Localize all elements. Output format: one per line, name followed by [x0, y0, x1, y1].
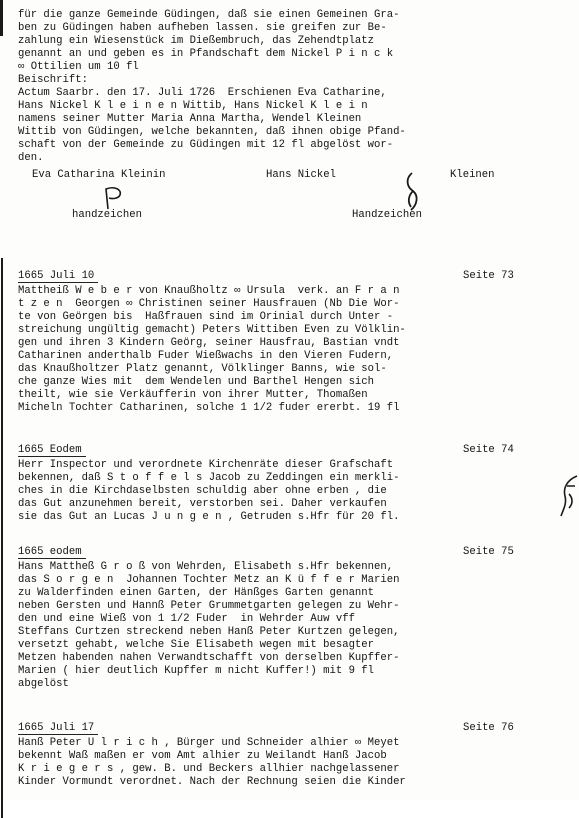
- entry-header: [18, 722, 558, 737]
- intro-line: ben zu Güdingen haben aufheben lassen. sie greifen zur Be-: [18, 22, 387, 34]
- signature-left: Eva Catharina Kleinin: [32, 169, 166, 181]
- entry-line: theilt, wie sie Verkäufferin von ihrer Mutter, Thomaßen: [18, 389, 368, 401]
- entry-line: Mattheiß W e b e r von Knaußholtz ∞ Ursula verk. an F r a n: [18, 285, 400, 297]
- entry-line: te von Geörgen bis Haßfrauen sind im Orinial durch Unter -: [18, 311, 394, 323]
- handzeichen-right-label: Handzeichen: [352, 209, 422, 221]
- beischrift-line: Actum Saarbr. den 17. Juli 1726 Erschienen Eva Catharine,: [18, 87, 387, 99]
- beischrift-line: schaft von der Gemeinde zu Güdingen mit 12 fl abgelöst wor-: [18, 139, 394, 151]
- entry-line: ches in die Kirchdaselbsten schuldig aber ohne erben , die: [18, 485, 387, 497]
- entry-date: 1665 eodem: [18, 546, 82, 558]
- entry-line: Hanß Peter U l r i c h , Bürger und Schneider alhier ∞ Meyet: [18, 737, 400, 749]
- entry-line: bekennt Waß maßen er vom Amt alhier zu Weilandt Hanß Jacob: [18, 750, 387, 762]
- entry-1665-juli-10: [18, 270, 558, 415]
- entry-line: Hans Mattheß G r o ß von Wehrden, Elisabeth s.Hfr bekennen,: [18, 561, 394, 573]
- handzeichen-left-label: handzeichen: [72, 209, 142, 221]
- entry-line: K r i e g e r s , gew. B. und Beckers allhier nachgelassener: [18, 763, 400, 775]
- entry-page: Seite 73: [463, 270, 514, 282]
- beischrift-line: namens seiner Mutter Maria Anna Martha, Wendel Kleinen: [18, 113, 362, 125]
- beischrift-line: Wittib von Güdingen, welche bekannten, daß ihnen obige Pfand-: [18, 126, 406, 138]
- entry-1665-eodem-2: [18, 546, 558, 691]
- handzeichen-row: [18, 185, 558, 225]
- hand-mark-right-icon: [399, 171, 425, 213]
- entry-date: 1665 Juli 17: [18, 722, 95, 734]
- entry-1665-eodem: [18, 444, 558, 524]
- entry-line: bekennen, daß S t o f f e l s Jacob zu Zeddingen ein merkli-: [18, 472, 400, 484]
- beischrift-line: den.: [18, 152, 44, 164]
- entry-line: t z e n Georgen ∞ Christinen seiner Hausfrauen (Nb Die Wor-: [18, 298, 400, 310]
- entry-line: gen und ihren 3 Kindern Geörg, seiner Hausfrau, Bastian vndt: [18, 337, 400, 349]
- entry-line: zu Walderfinden einen Garten, der Hänßges Garten genannt: [18, 587, 375, 599]
- entry-line: den und eine Wieß von 1 1/2 Fuder in Wehrder Auw vff: [18, 613, 355, 625]
- entry-line: neben Gersten und Hannß Peter Grummetgarten gelegen zu Wehr-: [18, 600, 400, 612]
- signature-middle: Hans Nickel: [266, 169, 336, 181]
- entry-page: Seite 76: [463, 722, 514, 734]
- intro-line: ∞ Ottilien um 10 fl: [18, 61, 139, 73]
- entry-line: Marien ( hier deutlich Kupffer m nicht Kuffer!) mit 9 fl: [18, 665, 375, 677]
- entry-line: das Knaußholtzer Platz genannt, Völklinger Banns, wie sol-: [18, 363, 387, 375]
- entry-date: 1665 Eodem: [18, 444, 82, 456]
- intro-line: für die ganze Gemeinde Güdingen, daß sie einen Gemeinen Gra-: [18, 9, 400, 21]
- intro-section: [18, 9, 558, 225]
- entry-line: Catharinen anderthalb Fuder Wießwachs in den Vieren Fudern,: [18, 350, 394, 362]
- signature-right: Kleinen: [450, 169, 495, 181]
- margin-scribble-icon: [559, 474, 579, 518]
- left-border-line-top: [0, 0, 3, 36]
- entry-line: Kinder Vormundt verordnet. Nach der Rechnung seien die Kinder: [18, 776, 406, 788]
- entry-line: abgelöst: [18, 678, 69, 690]
- entry-header: [18, 546, 558, 561]
- entry-line: das Gut anzunehmen bereit, verstorben sei. Daher verkaufen: [18, 498, 387, 510]
- hand-mark-left-icon: [100, 185, 130, 211]
- entry-line: Micheln Tochter Catharinen, solche 1 1/2 fuder ererbt. 19 fl: [18, 402, 400, 414]
- entry-line: versetzt gehabt, welche Sie Elisabeth wegen mit besagter: [18, 639, 375, 651]
- intro-line: genannt an und geben es in Pfandschaft dem Nickel P i n c k: [18, 48, 394, 60]
- entry-line: streichung ungültig gemacht) Peters Wittiben Even zu Völklin-: [18, 324, 406, 336]
- entry-line: das S o r g e n Johannen Tochter Metz an K ü f f e r Marien: [18, 574, 400, 586]
- beischrift-label: Beischrift:: [18, 74, 88, 86]
- entry-line: Metzen habenden nahen Verwandtschafft von derselben Kupffer-: [18, 652, 400, 664]
- entry-date: 1665 Juli 10: [18, 270, 95, 282]
- intro-line: zahlung ein Wiesenstück im Dießembruch, das Zehendtplatz: [18, 35, 375, 47]
- entry-line: che ganze Wies mit dem Wendelen und Barthel Hengen sich: [18, 376, 375, 388]
- entry-page: Seite 75: [463, 546, 514, 558]
- signature-row: [18, 167, 558, 185]
- entry-line: Herr Inspector und verordnete Kirchenräte dieser Grafschaft: [18, 459, 394, 471]
- entry-header: [18, 444, 558, 459]
- entry-page: Seite 74: [463, 444, 514, 456]
- entry-line: Steffans Curtzen streckend neben Hanß Peter Kurtzen gelegen,: [18, 626, 400, 638]
- entry-1665-juli-17: [18, 722, 558, 789]
- beischrift-line: Hans Nickel K l e i n e n Wittib, Hans Nickel K l e i n: [18, 100, 368, 112]
- entry-header: [18, 270, 558, 285]
- entry-line: sie das Gut an Lucas J u n g e n , Getruden s.Hfr für 20 fl.: [18, 511, 400, 523]
- left-border-line: [1, 258, 3, 818]
